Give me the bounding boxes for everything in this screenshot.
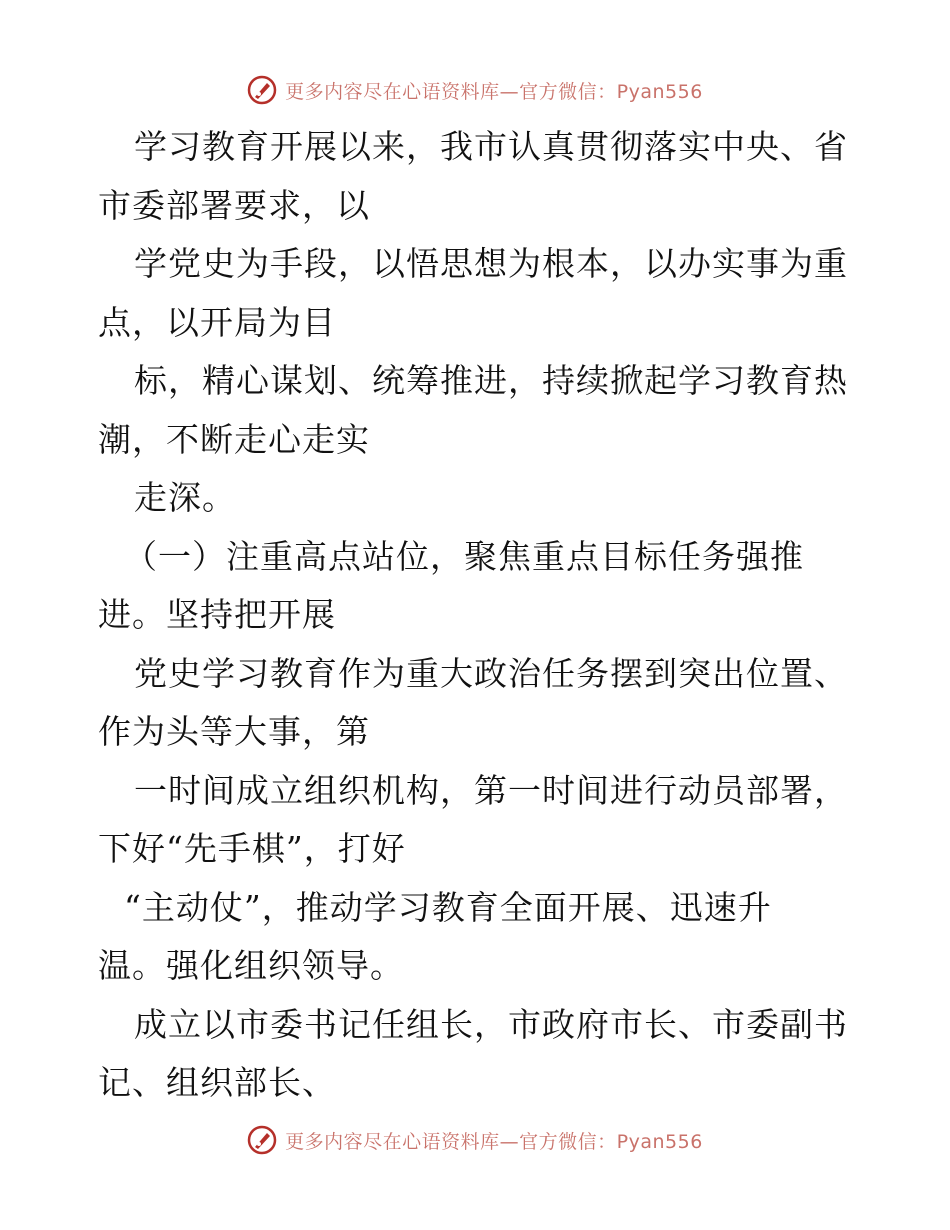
footer-banner-text: 更多内容尽在心语资料库—官方微信：Pyan556	[285, 1130, 703, 1153]
footer-banner	[0, 1120, 950, 1160]
header-banner-text: 更多内容尽在心语资料库—官方微信：Pyan556	[285, 80, 703, 103]
text-line: 一时间成立组织机构，第一时间进行动员部署，	[134, 770, 848, 810]
text-line: 温。强化组织领导。	[98, 946, 404, 985]
text-line: 学习教育开展以来，我市认真贯彻落实中央、省	[134, 127, 848, 166]
text-line: “主动仗”，推动学习教育全面开展、迅速升	[124, 887, 772, 927]
pen-nib-logo-icon	[247, 75, 277, 105]
text-line: 走深。	[134, 478, 236, 517]
header-banner	[0, 70, 950, 110]
text-line: 市委部署要求，以	[98, 185, 370, 225]
text-line: 作为头等大事，第	[98, 712, 370, 751]
pen-nib-logo-icon	[247, 1125, 277, 1155]
text-line: 成立以市委书记任组长，市政府市长、市委副书	[134, 1004, 848, 1044]
text-line: 下好“先手棋”，打好	[98, 829, 406, 868]
text-line: 潮，不断走心走实	[98, 419, 370, 459]
section-heading-line: （一）注重高点站位，聚焦重点目标任务强推	[124, 536, 804, 576]
text-line: 党史学习教育作为重大政治任务摆到突出位置、	[134, 653, 848, 693]
document-body	[98, 118, 858, 1113]
text-line: 标，精心谋划、统筹推进，持续掀起学习教育热	[134, 361, 848, 400]
text-line: 进。坚持把开展	[98, 595, 336, 634]
text-line: 记、组织部长、	[98, 1063, 336, 1102]
text-line: 点，以开局为目	[98, 302, 336, 342]
text-line: 学党史为手段，以悟思想为根本，以办实事为重	[134, 244, 848, 283]
